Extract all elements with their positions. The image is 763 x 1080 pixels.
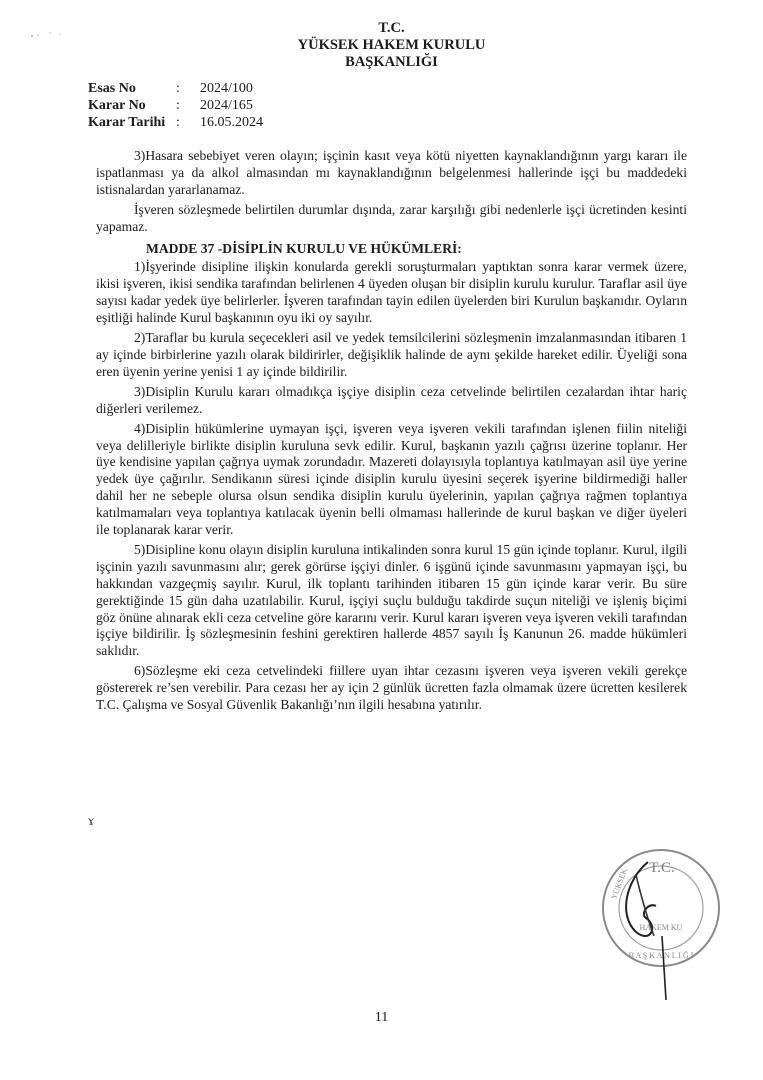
meta-separator: : bbox=[176, 98, 180, 113]
header-line-tc: T.C. bbox=[378, 20, 405, 36]
paragraph: 2)Taraflar bu kurula seçecekleri asil ve yedek temsilcilerini sözleşmenin imzalanmasından itibaren 1 ay içinde birbirlerine yazılı olarak bildirirler, değişiklik halinde de aynı şekilde hareket edilir. Üyeliği sona eren üyenin yerine yenisi 1 ay içinde bildirilir. bbox=[96, 330, 687, 379]
case-metadata bbox=[88, 80, 263, 131]
official-seal-stamp bbox=[596, 840, 726, 1005]
seal-ring-bottom: B A Ş K A N L I Ğ I bbox=[628, 951, 694, 960]
meta-row-case-no bbox=[88, 80, 263, 97]
page-number: 11 bbox=[374, 1010, 389, 1025]
handwritten-check-mark: ɤ bbox=[88, 814, 95, 829]
header-line-institution: YÜKSEK HAKEM KURULU bbox=[297, 37, 486, 53]
meta-row-decision-no bbox=[88, 97, 263, 114]
meta-key: Esas No bbox=[88, 81, 136, 96]
seal-top-text: T.C. bbox=[649, 860, 675, 876]
meta-key: Karar Tarihi bbox=[88, 115, 166, 130]
paragraph: 3)Hasara sebebiyet veren olayın; işçinin kasıt veya kötü niyetten kaynaklandığının yargı kararı ile ispatlanması ya da alkol almasından mı kaynaklandığının belgelenmesi hallerinde işçi bu maddedeki istisnalardan yararlanamaz. bbox=[96, 148, 687, 197]
meta-separator: : bbox=[176, 115, 180, 130]
paragraph: 1)İşyerinde disipline ilişkin konularda gerekli soruşturmaları yaptıktan sonra karar vermek üzere, ikisi işveren, ikisi sendika tarafından belirlenen 4 üyeden oluşan bir disiplin kurulu kurulur. Taraflar asil üye sayısı kadar yedek üye belirlerler. İşveren tarafından tayin edilen üyelerden biri Kurulun başkanıdır. Oyların eşitliği halinde Kurul başkanının oyu iki oy sayılır. bbox=[96, 259, 687, 326]
meta-row-decision-date bbox=[88, 114, 263, 131]
seal-ring-middle: HAKEM KU bbox=[639, 923, 683, 932]
meta-value: 2024/100 bbox=[200, 81, 253, 96]
document-header bbox=[0, 20, 763, 71]
header-line-presidency: BAŞKANLIĞI bbox=[345, 54, 438, 70]
meta-separator: : bbox=[176, 81, 180, 96]
meta-value: 2024/165 bbox=[200, 98, 253, 113]
seal-ring-left: YÜKSEK bbox=[609, 867, 629, 901]
paragraph: İşveren sözleşmede belirtilen durumlar dışında, zarar karşılığı gibi nedenlerle işçi ücretinden kesinti yapamaz. bbox=[96, 201, 687, 234]
section-heading: MADDE 37 -DİSİPLİN KURULU VE HÜKÜMLERİ: bbox=[146, 240, 462, 256]
paragraph: 6)Sözleşme eki ceza cetvelindeki fiillere uyan ihtar cezasını işveren veya işveren vekili gerekçe göstererek re’sen verebilir. Para cezası her ay için 2 günlük ücretten fazla olmamak üzere ücretten kesilerek T.C. Çalışma ve Sosyal Güvenlik Bakanlığı’nın ilgili hesabına yatırılır. bbox=[96, 663, 687, 713]
paragraph: 4)Disiplin hükümlerine uymayan işçi, işveren veya işveren vekili tarafından işlenen fiilin niteliği veya delilleriyle birlikte disiplin kuruluna sevk edilir. Kurul, başkanın yazılı çağrısı üzerine toplanır. Her üye kendisine yapılan çağrıya uymak zorundadır. Mazereti dolayısıyla toplantıya katılmayan asil üye yerine yedek üye çağırılır. Sendikanın süresi içinde disiplin kurulu üyesini seçerek işyerine bildirmediği haller dahil her ne sebeple olursa olsun sendika disiplin kurulu üyelerinin, yapılan çağrıya rağmen toplantıya katılmamaları veya toplantıya katılacak üyenin belli olmaması hallerinde de kurul başkan ve diğer üyeleri ile toplanarak karar verir. bbox=[96, 420, 687, 538]
meta-value: 16.05.2024 bbox=[200, 115, 263, 130]
document-body bbox=[96, 148, 687, 717]
paragraph: 5)Disipline konu olayın disiplin kuruluna intikalinden sonra kurul 15 gün içinde toplanır. Kurul, ilgili işçinin yazılı savunmasını alır; gerek görürse işçiyi dinler. 6 işgünü içinde savunmasını yapmayan işçi, bu hakkından vazgeçmiş sayılır. Kurul, ilk toplantı tarihinden itibaren 15 gün içinde karar verir. Bu süre gerektiğinde 15 gün daha uzatılabilir. Kurul, işçiyi suçlu bulduğu takdirde suçun niteliği ve işleniş biçimi göz önüne alınarak ekli ceza cetveline göre kararını verir. Kurul kararı işveren veya işveren vekili tarafından işçiye bildirilir. İş sözleşmesinin feshini gerektiren hallerde 4857 sayılı İş Kanunun 26. madde hükümleri saklıdır. bbox=[96, 541, 687, 659]
meta-key: Karar No bbox=[88, 98, 146, 113]
paragraph: 3)Disiplin Kurulu kararı olmadıkça işçiye disiplin ceza cetvelinde belirtilen cezalardan ihtar hariç diğerleri verilemez. bbox=[96, 383, 687, 416]
